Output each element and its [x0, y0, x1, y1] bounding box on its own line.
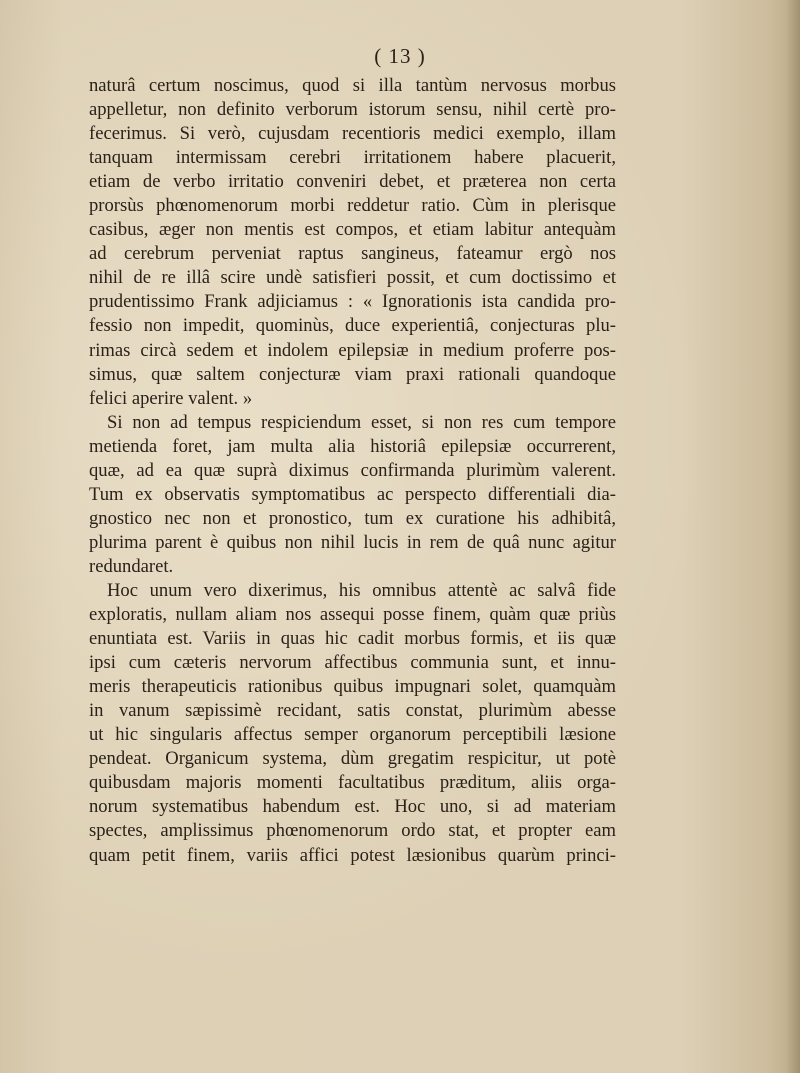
text-line: Si non ad tempus respiciendum esset, si non res cum tempore — [107, 411, 616, 433]
text-line: redundaret. — [89, 555, 174, 577]
body-text — [89, 74, 616, 868]
text-line: casibus, æger non mentis est compos, et etiam labitur antequàm — [89, 219, 616, 241]
text-line: nihil de re illâ scire undè satisfieri possit, et cum doctissimo et — [89, 267, 616, 289]
text-line: ad cerebrum perveniat raptus sangineus, fateamur ergò nos — [89, 243, 616, 265]
page-number: ( 13 ) — [374, 44, 426, 68]
text-line: enuntiata est. Variis in quas hic cadit morbus formis, et iis quæ — [89, 628, 616, 650]
text-line: norum systematibus habendum est. Hoc uno, si ad materiam — [89, 796, 616, 818]
text-line: appelletur, non definito verborum istorum sensu, nihil certè pro- — [89, 99, 616, 121]
text-line: prorsùs phœnomenorum morbi reddetur ratio. Cùm in plerisque — [89, 195, 616, 217]
text-line: tanquam intermissam cerebri irritationem habere placuerit, — [89, 147, 616, 169]
text-line: plurima parent è quibus non nihil lucis in rem de quâ nunc agitur — [89, 531, 616, 553]
text-line: meris therapeuticis rationibus quibus impugnari solet, quamquàm — [89, 676, 616, 698]
text-line: Hoc unum vero dixerimus, his omnibus attentè ac salvâ fide — [107, 579, 616, 601]
text-line: fessio non impedit, quominùs, duce experientiâ, conjecturas plu- — [89, 315, 616, 337]
text-line: in vanum sæpissimè recidant, satis constat, plurimùm abesse — [89, 700, 616, 722]
text-line: quibusdam majoris momenti facultatibus præditum, aliis orga- — [89, 772, 616, 794]
text-line: pendeat. Organicum systema, dùm gregatim respicitur, ut potè — [89, 748, 616, 770]
text-line: etiam de verbo irritatio conveniri debet, et præterea non certa — [89, 171, 616, 193]
text-line: metienda foret, jam multa alia historiâ epilepsiæ occurrerent, — [89, 435, 616, 457]
text-line: quam petit finem, variis affici potest læsionibus quarùm princi- — [89, 844, 616, 866]
text-line: ut hic singularis affectus semper organorum perceptibili læsione — [89, 724, 616, 746]
text-line: simus, quæ saltem conjecturæ viam praxi rationali quandoque — [89, 363, 616, 385]
text-line: gnostico nec non et pronostico, tum ex curatione his adhibitâ, — [89, 507, 616, 529]
text-line: quæ, ad ea quæ suprà diximus confirmanda plurimùm valerent. — [89, 459, 616, 481]
text-line: prudentissimo Frank adjiciamus : « Ignorationis ista candida pro- — [89, 291, 616, 313]
text-line: ipsi cum cæteris nervorum affectibus communia sunt, et innu- — [89, 652, 616, 674]
page-edge-shadow — [786, 0, 800, 1073]
text-line: felici aperire valent. » — [89, 387, 253, 409]
text-line: Tum ex observatis symptomatibus ac perspecto differentiali dia- — [89, 483, 616, 505]
text-line: exploratis, nullam aliam nos assequi posse finem, quàm quæ priùs — [89, 604, 616, 626]
text-line: spectes, amplissimus phœnomenorum ordo stat, et propter eam — [89, 820, 616, 842]
text-line: naturâ certum noscimus, quod si illa tantùm nervosus morbus — [89, 75, 616, 96]
text-line: fecerimus. Si verò, cujusdam recentioris medici exemplo, illam — [89, 123, 616, 145]
text-line: rimas circà sedem et indolem epilepsiæ in medium proferre pos- — [89, 339, 616, 361]
